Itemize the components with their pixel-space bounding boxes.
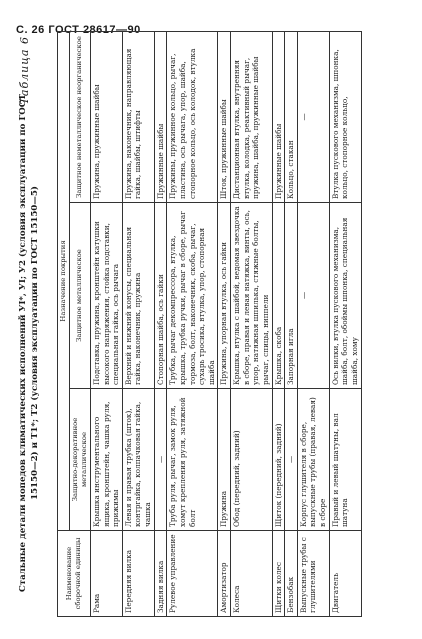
table-row (90, 31, 122, 616)
table-row (285, 31, 298, 616)
cell-nonmetal: Дистанционная втулка, внутренняя втулка, колодка, реактивный рычаг, пружина, шайба, пружинные шайбы (231, 31, 273, 202)
cell-unit: Рама (90, 531, 122, 617)
cell-protective: Подставка, пружина, кронштейн катушки высокого напряжения, стойка подставки, специальная гайка, ось рычага (90, 203, 122, 389)
cell-protective: Ось вилки, втулка пускового механизма, шайба, болт, обоймы шпонка, специальная шайба, хому (329, 203, 361, 389)
cell-protective: Верхний и нижний конусы, специальная гайка, наконечник, пружина (122, 203, 154, 389)
cell-decorative: — (154, 389, 167, 531)
cell-protective: Крышка, втулка с шайбой, ведомая звездочка в сборе, правая и левая натяжка, винты, ось, упор, натяжная шпилька, стяжные болты, рычаг, спицы, ниппели (231, 203, 273, 389)
cell-unit: Выпускные трубы с глушителями (297, 531, 329, 617)
table-row (297, 31, 329, 616)
cell-unit: Колеса (231, 531, 273, 617)
cell-decorative: Крышка инструментального ящика, кронштейн, чашка руля, прижимы (90, 389, 122, 531)
cell-nonmetal: Кольцо, стакан (285, 31, 298, 202)
cell-nonmetal: — (297, 31, 329, 202)
cell-nonmetal: Пружинные шайбы (272, 31, 285, 202)
cell-decorative: Щиток (передний, задний) (272, 389, 285, 531)
cell-protective: Стопорная шайба, ось гайки (154, 203, 167, 389)
table-body (90, 31, 361, 616)
cell-decorative: Левая и правая трубка (шток), контргайка, колпачковая гайка, чашка (122, 389, 154, 531)
cell-unit: Рулевое управление (167, 531, 218, 617)
cell-nonmetal: Пружина, пружинные шайбы (90, 31, 122, 202)
header-nonmetal: Защитное неметаллическое неорганическое (69, 31, 90, 202)
cell-unit: Задняя вилка (154, 531, 167, 617)
cell-unit: Щитки колес (272, 531, 285, 617)
cell-protective: Пружина, упорная втулка, ось гайки (218, 203, 231, 389)
rotated-table-page (16, 32, 418, 617)
cell-nonmetal: Шток, пружинные шайбы (218, 31, 231, 202)
cell-nonmetal: Пружина, наконечник, направляющая гайка, шайбы, штифты (122, 31, 154, 202)
table-row (154, 31, 167, 616)
cell-decorative: Правый и левый шатуны, вал шатуна (329, 389, 361, 531)
cell-unit: Бензобак (285, 531, 298, 617)
cell-nonmetal: Пружины, пружинное кольцо, рычаг, пластина, ось рычага, упор, шайба, стопорное кольцо, ось колодок, втулка (167, 31, 218, 202)
header-group: Назначение покрытия (58, 31, 70, 530)
table-number: Таблица 6 (18, 36, 31, 105)
cell-nonmetal: Пружинные шайбы (154, 31, 167, 202)
table-title: Стальные детали мопедов климатических исполнений УI*, УI; У2 (условия эксплуатации по ГОСТ 15150—2) и T1*; T2 (условия эксплуатации по ГОСТ 15150—5) (18, 94, 40, 593)
table-row (122, 31, 154, 616)
cell-protective: Запорная игла (285, 203, 298, 389)
cell-decorative: Труба руля, рычаг, замок руля, хомут крепления руля, затяжной болт (167, 389, 218, 531)
parts-table (57, 31, 362, 617)
cell-protective: Крышка, скоба (272, 203, 285, 389)
header-unit: Наименование сборочной единицы (58, 531, 91, 617)
table-row (329, 31, 361, 616)
table-row (272, 31, 285, 616)
cell-unit: Двигатель (329, 531, 361, 617)
table-row (231, 31, 273, 616)
cell-decorative: Корпус глушителя в сборе, выпускные трубы (правая, левая) в сборе (297, 389, 329, 531)
cell-decorative: — (285, 389, 298, 531)
cell-nonmetal: Втулка пускового механизма, шпонка, кольцо, стопорное кольцо, (329, 31, 361, 202)
cell-unit: Передняя вилка (122, 531, 154, 617)
header-decorative: Защитно-декоративное металлическое (69, 389, 90, 531)
page-header: С. 26 ГОСТ 28617—90 (16, 24, 141, 36)
cell-decorative: Обод (передний, задний) (231, 389, 273, 531)
table-row (167, 31, 218, 616)
cell-decorative: Пружина (218, 389, 231, 531)
cell-protective: — (297, 203, 329, 389)
table-row (218, 31, 231, 616)
header-protective: Защитное металлическое (69, 203, 90, 389)
cell-protective: Трубка, рычаг декомпрессора, втулка, крышка, трубка ручки, рычаг в сборе, рычаг тормоза, болт, наконечник, скоба, рычаг, сухарь тросика, втулка, упор, стопорная шайба (167, 203, 218, 389)
cell-unit: Амортизатор (218, 531, 231, 617)
